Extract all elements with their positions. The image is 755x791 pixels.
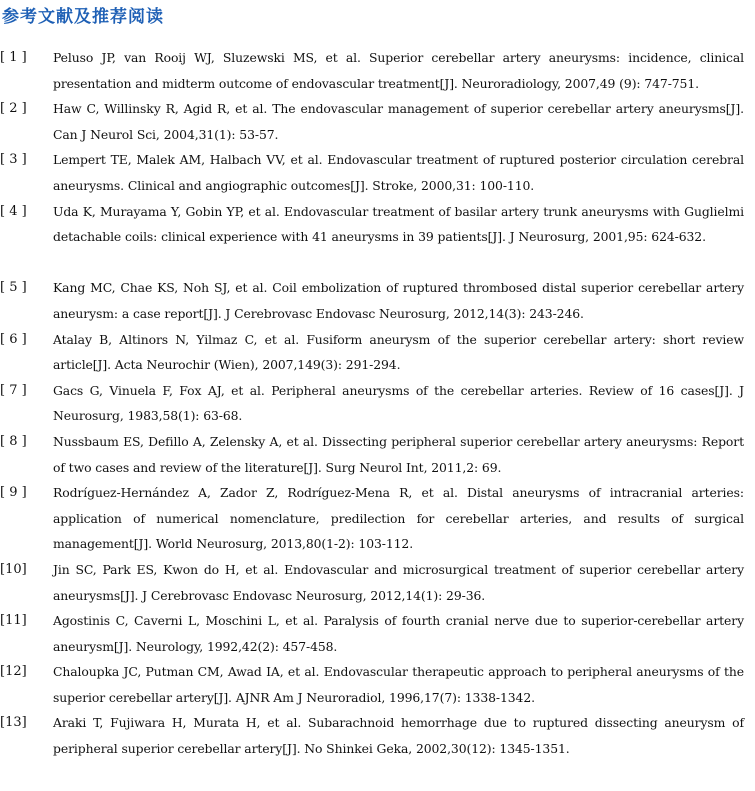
reference-number: [ 3 ] (0, 152, 27, 168)
reference-item (0, 199, 755, 276)
reference-number: [ 7 ] (0, 382, 27, 398)
reference-text: Atalay B, Altinors N, Yilmaz C, et al. Fusiform aneurysm of the superior cerebellar artery: short review article[J]. Acta Neurochir (Wien), 2007,149(3): 291-294. (53, 331, 744, 373)
reference-item (0, 45, 755, 96)
reference-item (0, 429, 755, 480)
reference-text: Chaloupka JC, Putman CM, Awad IA, et al. Endovascular therapeutic approach to peripheral aneurysms of the superior cerebellar artery[J]. AJNR Am J Neuroradiol, 1996,17(7): 1338-1342. (53, 664, 744, 705)
reference-number: [ 9 ] (0, 485, 27, 501)
section-title: 参考文献及推荐阅读 (2, 7, 164, 27)
reference-text: Agostinis C, Caverni L, Moschini L, et al. Paralysis of fourth cranial nerve due to superior-cerebellar artery aneurysm[J]. Neurology, 1992,42(2): 457-458. (53, 613, 744, 654)
reference-number: [ 8 ] (0, 433, 27, 449)
reference-text: Jin SC, Park ES, Kwon do H, et al. Endovascular and microsurgical treatment of superior cerebellar artery aneurysms[J]. J Cerebrovasc Endovasc Neurosurg, 2012,14(1): 29-36. (53, 561, 744, 603)
reference-text: Gacs G, Vinuela F, Fox AJ, et al. Peripheral aneurysms of the cerebellar arteries. Review of 16 cases[J]. J Neurosurg, 1983,58(1): 63-68. (53, 382, 744, 424)
reference-item (0, 659, 755, 710)
reference-number: [ 6 ] (0, 331, 27, 347)
reference-text: Haw C, Willinsky R, Agid R, et al. The endovascular management of superior cerebellar artery aneurysms[J]. Can J Neurol Sci, 2004,31(1): 53-57. (53, 101, 744, 142)
reference-item (0, 378, 755, 429)
reference-item (0, 147, 755, 198)
reference-number: [ 1 ] (0, 50, 27, 65)
reference-text: Uda K, Murayama Y, Gobin YP, et al. Endovascular treatment of basilar artery trunk aneurysms with Guglielmi detachable coils: clinical experience with 41 aneurysms in 39 patients[J]. J Neurosurg, 2001,95: 624-632. (53, 203, 744, 245)
reference-number: [ 5 ] (0, 280, 27, 296)
reference-text: Lempert TE, Malek AM, Halbach VV, et al. Endovascular treatment of ruptured posterior circulation cerebral aneurysms. Clinical and angiographic outcomes[J]. Stroke, 2000,31: 100-110. (53, 152, 744, 193)
reference-item (0, 557, 755, 608)
reference-number: [11] (0, 613, 27, 629)
reference-item (0, 608, 755, 659)
reference-item (0, 710, 755, 761)
reference-text: Rodríguez-Hernández A, Zador Z, Rodríguez-Mena R, et al. Distal aneurysms of intracranial arteries: application of numerical nomenclature, predilection for cerebellar arteries, and results of surgical management[J]. World Neurosurg, 2013,80(1-2): 103-112. (53, 485, 744, 552)
reference-text: Araki T, Fujiwara H, Murata H, et al. Subarachnoid hemorrhage due to ruptured dissecting aneurysm of peripheral superior cerebellar artery[J]. No Shinkei Geka, 2002,30(12): 1345-1351. (53, 715, 744, 757)
reference-item (0, 275, 755, 326)
reference-text: Kang MC, Chae KS, Noh SJ, et al. Coil embolization of ruptured thrombosed distal superior cerebellar artery aneurysm: a case report[J]. J Cerebrovasc Endovasc Neurosurg, 2012,14(3): 243-246. (53, 280, 744, 321)
reference-number: [10] (0, 561, 27, 577)
reference-number: [ 4 ] (0, 203, 27, 219)
reference-list (0, 45, 755, 762)
reference-item (0, 480, 755, 557)
reference-number: [12] (0, 664, 27, 680)
reference-number: [13] (0, 715, 27, 731)
reference-item (0, 96, 755, 147)
reference-text: Nussbaum ES, Defillo A, Zelensky A, et al. Dissecting peripheral superior cerebellar artery aneurysms: Report of two cases and review of the literature[J]. Surg Neurol Int, 2011,2: 69. (53, 433, 744, 475)
reference-item (0, 327, 755, 378)
reference-number: [ 2 ] (0, 101, 27, 117)
reference-text: Peluso JP, van Rooij WJ, Sluzewski MS, et al. Superior cerebellar artery aneurysms: incidence, clinical presentation and midterm outcome of endovascular treatment[J]. Neuroradiology, 2007,49 (9): 747-751. (53, 50, 744, 91)
